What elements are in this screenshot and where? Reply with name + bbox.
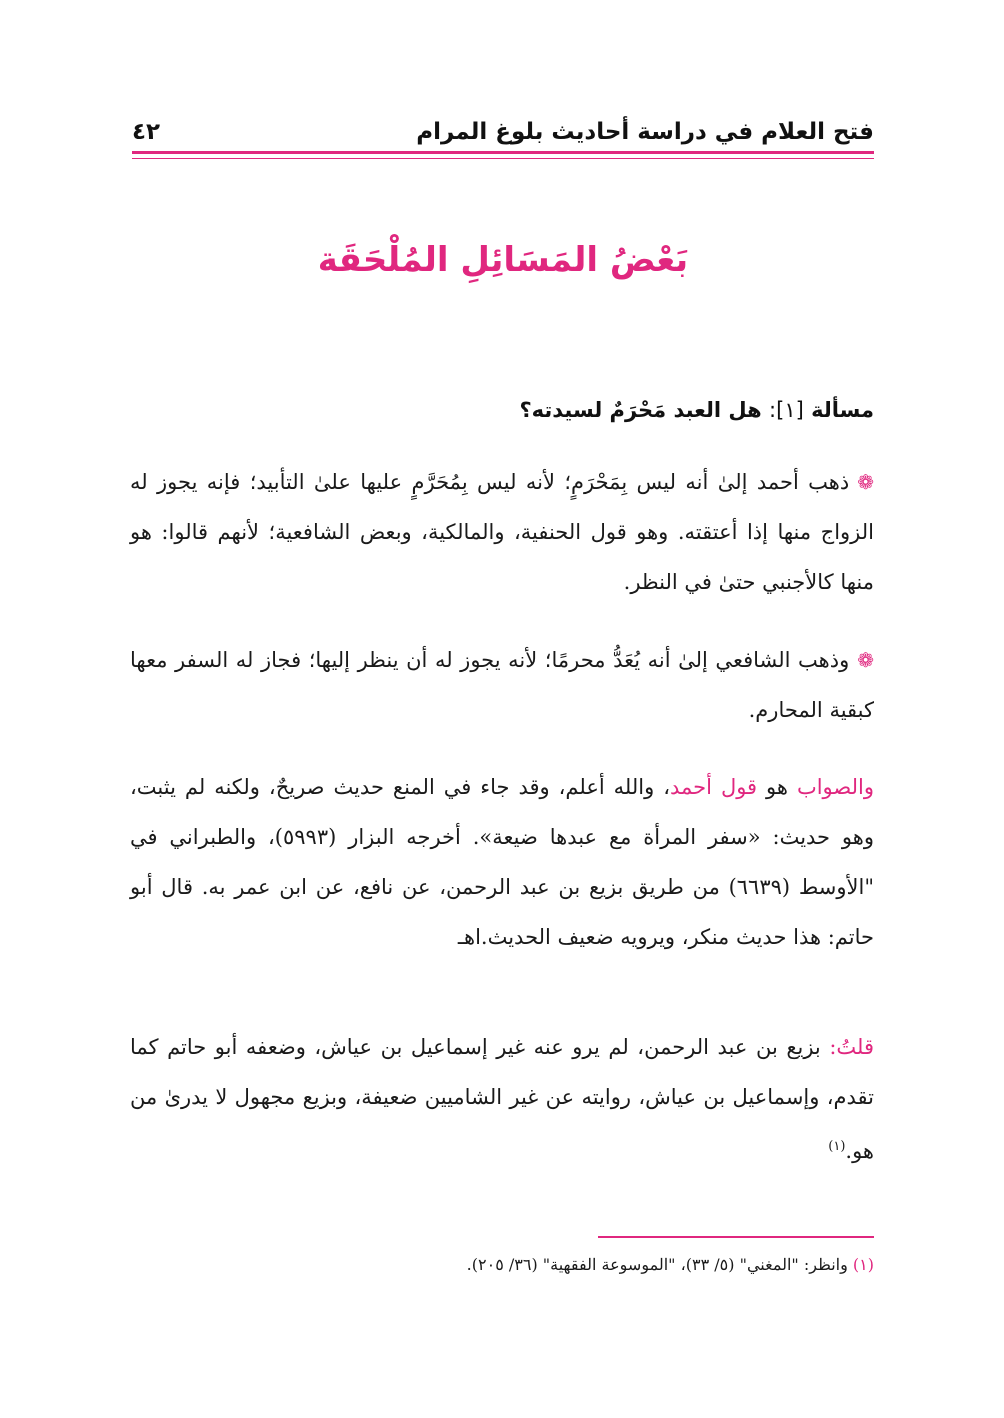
question-label: مسألة [811,398,874,422]
flower-bullet-icon: ❁ [857,470,874,494]
question-text: هل العبد مَحْرَمٌ لسيدته؟ [519,398,762,422]
paragraph-shafii-opinion [130,635,874,735]
section-title: بَعْضُ المَسَائِلِ المُلْحَقَة [317,240,689,280]
paragraph-text: وذهب الشافعي إلىٰ أنه يُعَدُّ محرمًا؛ لأنه يجوز له أن ينظر إليها؛ فجاز له السفر معها كبقية المحارم. [130,648,874,722]
running-header [132,112,874,152]
page-number: ٤٢ [132,119,161,145]
lead-word: والصواب [796,775,874,799]
lead-word: قلتُ: [829,1035,874,1059]
header-rule-thin [132,158,874,159]
paragraph-text: ذهب أحمد إلىٰ أنه ليس بِمَحْرَمٍ؛ لأنه ليس بِمُحَرَّمٍ عليها علىٰ التأبيد؛ فإنه يجوز له الزواج منها إذا أعتقته. وهو قول الحنفية، والمالكية، وبعض الشافعية؛ لأنهم قالوا: هو منها كالأجنبي حتىٰ في النظر. [130,470,874,594]
paragraph-correct-view [130,762,874,962]
paragraph-text: ، والله أعلم، وقد جاء في المنع حديث صريحٌ، ولكنه لم يثبت، وهو حديث: «سفر المرأة مع عبدها ضيعة». أخرجه البزار (٥٩٩٣)، والطبراني في "الأوسط (٦٦٣٩) من طريق بزيع بن عبد الرحمن، عن نافع، عن ابن عمر به. قال أبو حاتم: هذا حديث منكر، ويرويه ضعيف الحديث.اهـ [130,775,874,949]
book-title: فتح العلام في دراسة أحاديث بلوغ المرام [416,119,874,145]
question-heading [130,398,874,422]
footnote-reference[interactable]: (١) [828,1139,846,1154]
highlighted-phrase: قول أحمد [670,775,758,799]
footnote-text: وانظر: "المغني" (٥/ ٣٣)، "الموسوعة الفقهية" (٣٦/ ٢٠٥). [466,1255,853,1274]
footnote-mark: (١) [852,1255,874,1274]
footnote [130,1255,874,1274]
paragraph-hanbali-opinion [130,457,874,607]
paragraph-author-note [130,1022,874,1176]
paragraph-text: بزيع بن عبد الرحمن، لم يرو عنه غير إسماعيل بن عياش، وضعفه أبو حاتم كما تقدم، وإسماعيل بن عياش، روايته عن غير الشاميين ضعيفة، وبزيع مجهول لا يدرىٰ من هو. [130,1035,874,1163]
question-number: [١]: [769,398,804,422]
paragraph-text: هو [757,775,797,799]
header-rule-thick [132,151,874,154]
flower-bullet-icon: ❁ [857,648,874,672]
footnote-separator [598,1236,874,1238]
